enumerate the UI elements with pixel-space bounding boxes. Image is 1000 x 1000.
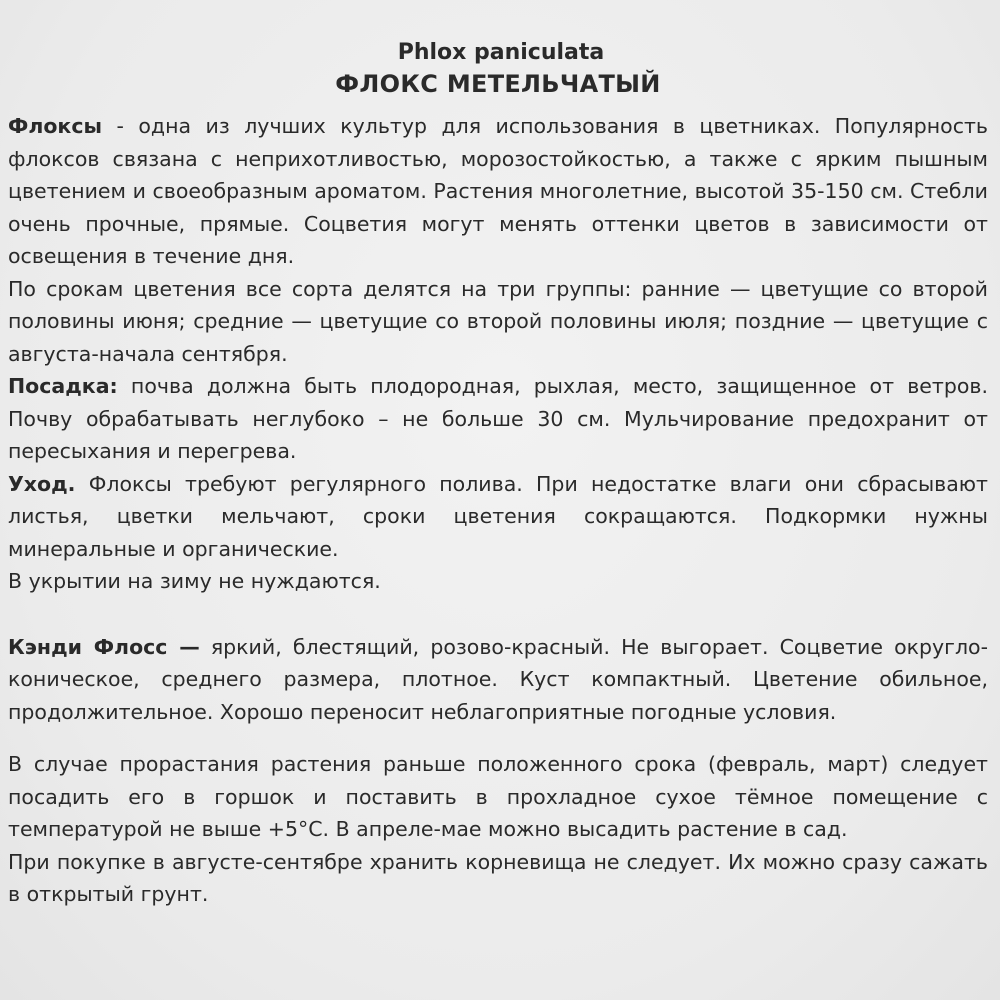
winter-text: В укрытии на зиму не нуждаются. bbox=[8, 569, 381, 593]
title-latin: Phlox paniculata bbox=[397, 40, 605, 65]
bloom-groups-text: По срокам цветения все сорта делятся на три группы: ранние — цветущие со второй половины июня; средние — цветущие со второй половины июля; поздние — цветущие с августа-начала сентября. bbox=[8, 276, 988, 366]
intro-text: - одна из лучших культур для использования в цветниках. Популярность флоксов связана с неприхотливостью, морозостойкостью, а также с ярким пышным цветением и своеобразным ароматом. Растения многолетние, высотой 35-150 см. Стебли очень прочные, прямые. Соцветия могут менять оттенки цветов в зависимости от освещения в течение дня. bbox=[8, 114, 988, 268]
title-russian: ФЛОКС МЕТЕЛЬЧАТЫЙ bbox=[335, 70, 661, 98]
paragraph-early-sprouting bbox=[8, 748, 988, 846]
paragraph-bloom-groups bbox=[8, 273, 988, 371]
early-sprouting-text: В случае прорастания растения раньше положенного срока (февраль, март) следует посадить его в горшок и поставить в прохладное сухое тёмное помещение с температурой не выше +5°С. В апреле-мае можно высадить растение в сад. bbox=[8, 752, 988, 841]
paragraph-phlox-intro bbox=[8, 110, 988, 273]
term-planting: Посадка: bbox=[8, 374, 118, 398]
spacer bbox=[8, 728, 988, 748]
term-variety: Кэнди Флосс — bbox=[8, 634, 200, 659]
paragraph-winter bbox=[8, 565, 988, 598]
paragraph-care bbox=[8, 468, 988, 566]
variety-text: яркий, блестящий, розово-красный. Не выгорает. Соцветие округло-коническое, среднего размера, плотное. Куст компактный. Цветение обильное, продолжительное. Хорошо переносит неблагоприятные погодные условия. bbox=[8, 634, 988, 724]
care-text: Флоксы требуют регулярного полива. При недостатке влаги они сбрасывают листья, цветки мельчают, сроки цветения сокращаются. Подкормки нужны минеральные и органические. bbox=[8, 471, 988, 561]
spacer bbox=[8, 598, 988, 631]
paragraph-variety bbox=[8, 631, 988, 729]
paragraph-planting bbox=[8, 370, 988, 468]
paragraph-storage bbox=[8, 846, 988, 911]
term-phlox: Флоксы bbox=[8, 114, 103, 138]
storage-text: При покупке в августе-сентябре хранить корневища не следует. Их можно сразу сажать в открытый грунт. bbox=[8, 849, 988, 906]
term-care: Уход. bbox=[8, 471, 76, 496]
planting-text: почва должна быть плодородная, рыхлая, место, защищенное от ветров. Почву обрабатывать неглубоко – не больше 30 см. Мульчирование предохранит от пересыхания и перегрева. bbox=[8, 374, 988, 463]
